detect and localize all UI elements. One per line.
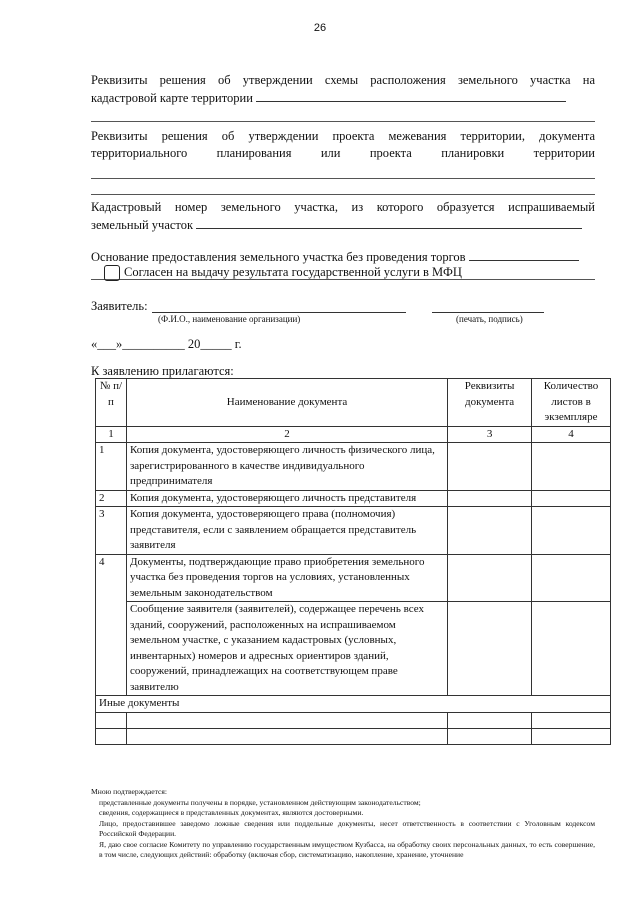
cadastral-number-label-1: Кадастровый номер земельного участка, из которого образуется испрашиваемый: [91, 200, 595, 214]
table-row: [96, 602, 611, 696]
footer-line-1: Мною подтверждается:: [91, 787, 167, 796]
empty-cell[interactable]: [532, 728, 611, 744]
empty-cell[interactable]: [96, 728, 127, 744]
stamp-hint: (печать, подпись): [456, 314, 523, 324]
header-doc-name: Наименование документа: [126, 379, 447, 427]
footer-line-2: представленные документы получены в порядке, установленном действующим законодательством;: [99, 797, 421, 807]
other-docs-label: Иные документы: [96, 696, 611, 713]
header-sheet-count: Количество листов в экземпляре: [532, 379, 611, 427]
table-row: [96, 728, 611, 744]
basis-label: Основание предоставления земельного участка без проведения торгов: [91, 248, 595, 266]
empty-cell[interactable]: [96, 712, 127, 728]
empty-cell[interactable]: [448, 728, 532, 744]
date-line[interactable]: «___»__________ 20_____ г.: [91, 337, 242, 351]
table-row: [96, 490, 611, 507]
applicant-signature-line[interactable]: [432, 312, 544, 313]
consent-mfc-row: [104, 265, 608, 281]
scheme-decision-line[interactable]: [91, 121, 595, 122]
attachments-title: К заявлению прилагаются:: [91, 364, 234, 378]
empty-cell[interactable]: [126, 712, 447, 728]
row-doc-name: Сообщение заявителя (заявителей), содержащее перечень всех зданий, сооружений, расположенных на испрашиваемом земельном участке, с указанием кадастровых (условных, инвентарных) номеров и адресных ориентиров зданий, сооружений, принадлежащих на соответствующем праве заявителю: [126, 602, 447, 696]
footer-line-4: Лицо, предоставившее заведомо ложные сведения или поддельные документы, несет ответственность в соответствии с Уголовным кодексом Российской Федерации.: [99, 818, 595, 838]
attachments-table: [95, 378, 611, 745]
footer-line-3: сведения, содержащиеся в представленных документах, являются достоверными.: [99, 808, 364, 817]
basis-input[interactable]: [469, 248, 579, 261]
footer-notes: [91, 787, 595, 861]
row-sheets-cell[interactable]: [532, 507, 611, 555]
row-doc-name: Копия документа, удостоверяющего личность представителя: [126, 490, 447, 507]
row-sheets-cell[interactable]: [532, 490, 611, 507]
row-num: 3: [96, 507, 127, 555]
cadastral-number-input[interactable]: [196, 216, 582, 229]
row-num: 2: [96, 490, 127, 507]
consent-mfc-checkbox[interactable]: [104, 265, 120, 281]
table-colnum-row: [96, 426, 611, 443]
scheme-decision-label-1: Реквизиты решения об утверждении схемы расположения земельного участка на: [91, 73, 595, 87]
table-row: [96, 443, 611, 491]
project-decision-label-1: Реквизиты решения об утверждении проекта межевания территории, документа: [91, 129, 595, 143]
header-requisites: Реквизиты документа: [448, 379, 532, 427]
applicant-label: Заявитель:: [91, 299, 148, 313]
table-header-row: [96, 379, 611, 427]
colnum-2: 2: [126, 426, 447, 443]
table-row: [96, 507, 611, 555]
row-requisites-cell[interactable]: [448, 554, 532, 602]
header-num: № п/п: [96, 379, 127, 427]
row-sheets-cell[interactable]: [532, 443, 611, 491]
row-doc-name: Документы, подтверждающие право приобретения земельного участка без проведения торгов на условиях, установленных земельным законодательством: [126, 554, 447, 602]
page-number: 26: [313, 22, 327, 34]
applicant-name-line[interactable]: [152, 312, 406, 313]
row-doc-name: Копия документа, удостоверяющего права (полномочия) представителя, если с заявлением обращается представитель заявителя: [126, 507, 447, 555]
row-requisites-cell[interactable]: [448, 443, 532, 491]
row-doc-name: Копия документа, удостоверяющего личность физического лица, зарегистрированного в качестве индивидуального предпринимателя: [126, 443, 447, 491]
fio-hint: (Ф.И.О., наименование организации): [158, 314, 301, 324]
row-sheets-cell[interactable]: [532, 602, 611, 696]
project-decision-label-2: территориального планирования или проекта планировки территории: [91, 146, 595, 160]
colnum-1: 1: [96, 426, 127, 443]
scheme-decision-input[interactable]: [256, 89, 566, 102]
cadastral-number-label-2: земельный участок: [91, 216, 595, 234]
empty-cell[interactable]: [532, 712, 611, 728]
empty-cell[interactable]: [448, 712, 532, 728]
other-docs-row: [96, 696, 611, 713]
colnum-4: 4: [532, 426, 611, 443]
row-requisites-cell[interactable]: [448, 602, 532, 696]
application-fields: [91, 72, 595, 280]
row-sheets-cell[interactable]: [532, 554, 611, 602]
project-decision-line-2[interactable]: [91, 194, 595, 195]
colnum-3: 3: [448, 426, 532, 443]
consent-mfc-label: Согласен на выдачу результата государственной услуги в МФЦ: [124, 265, 462, 279]
project-decision-line-1[interactable]: [91, 178, 595, 179]
row-requisites-cell[interactable]: [448, 490, 532, 507]
table-row: [96, 554, 611, 602]
empty-cell[interactable]: [126, 728, 447, 744]
footer-line-5: Я, даю свое согласие Комитету по управлению государственным имуществом Кузбасса, на обработку своих персональных данных, то есть совершение, в том числе, следующих действий: обработку (включая сбор, систематизацию, накопление, хранение, уточнение: [99, 839, 595, 859]
row-requisites-cell[interactable]: [448, 507, 532, 555]
scheme-decision-label-2: кадастровой карте территории: [91, 89, 595, 107]
row-num: 4: [96, 554, 127, 696]
row-num: 1: [96, 443, 127, 491]
table-row: [96, 712, 611, 728]
